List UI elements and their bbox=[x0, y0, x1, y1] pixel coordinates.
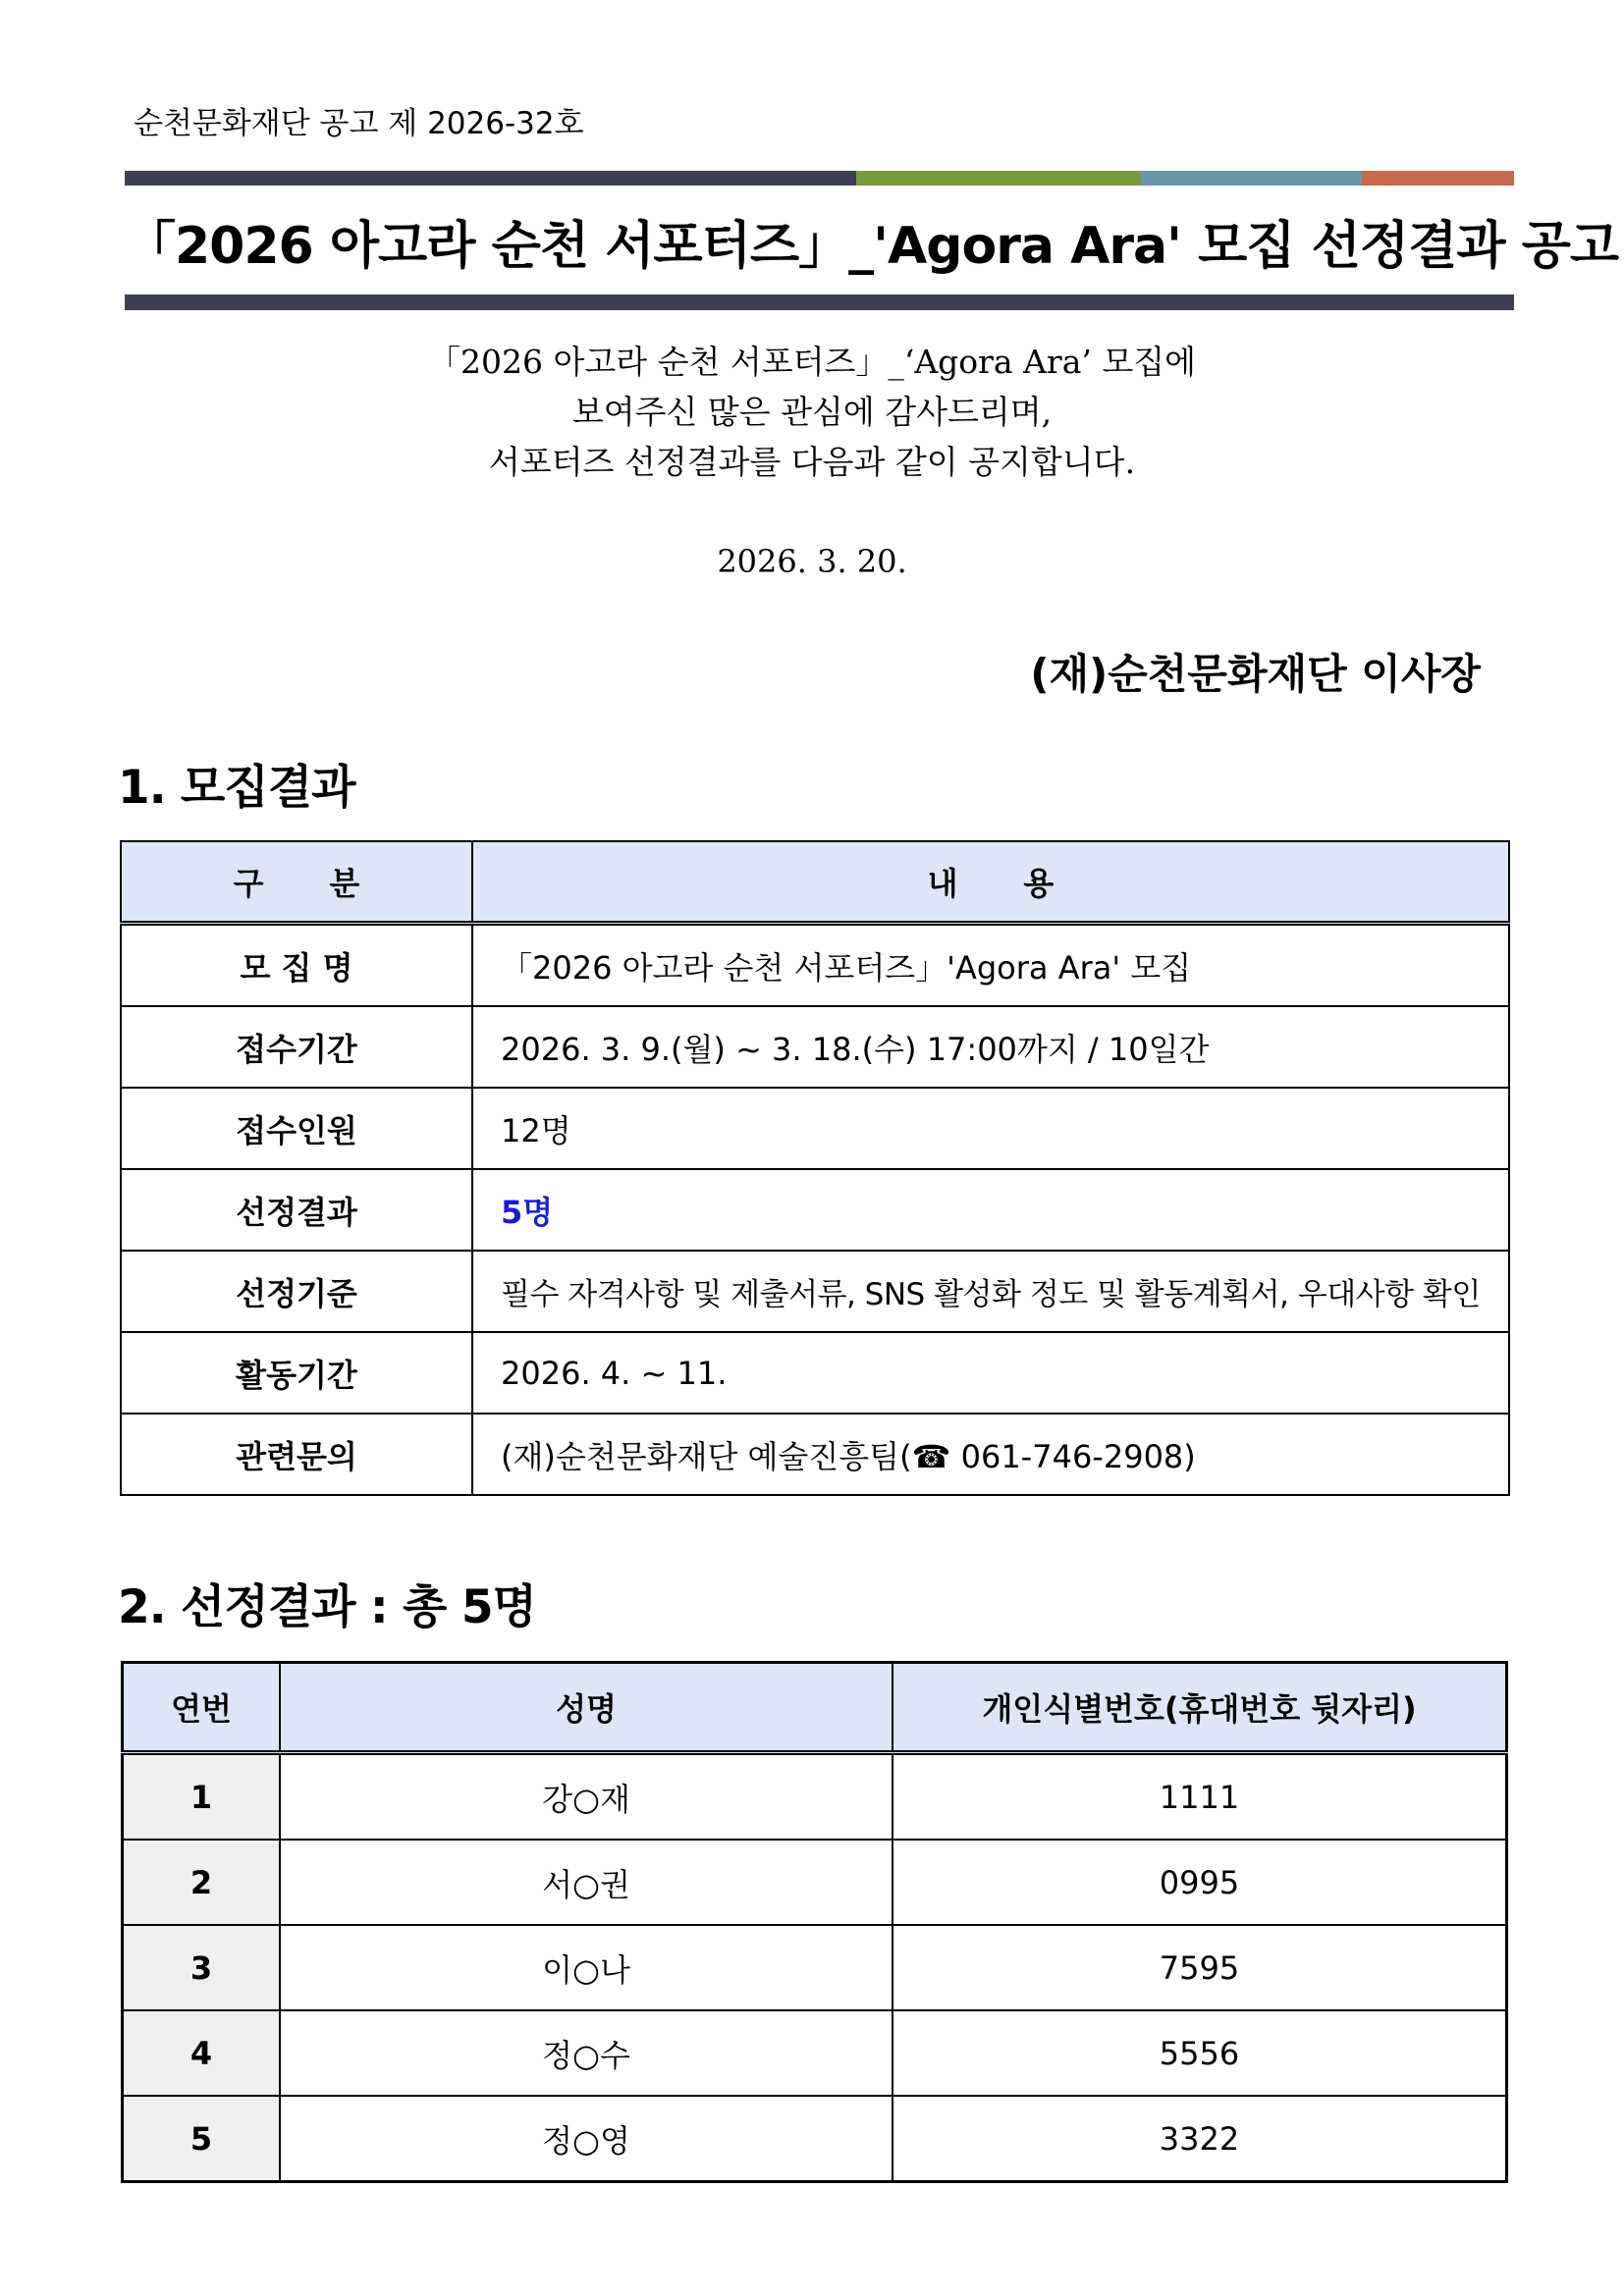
row-id: 5556 bbox=[893, 2010, 1507, 2096]
row-id: 1111 bbox=[893, 1753, 1507, 1841]
accent-segment-dark bbox=[125, 171, 856, 186]
row-value: 2026. 3. 9.(월) ~ 3. 18.(수) 17:00까지 / 10일간 bbox=[472, 1006, 1509, 1088]
row-label: 모 집 명 bbox=[121, 924, 472, 1007]
row-label: 접수기간 bbox=[121, 1006, 472, 1088]
row-value: 「2026 아고라 순천 서포터즈」'Agora Ara' 모집 bbox=[472, 924, 1509, 1007]
section2-heading: 2. 선정결과 : 총 5명 bbox=[118, 1580, 536, 1634]
table-row bbox=[121, 1169, 1509, 1251]
row-value: 12명 bbox=[472, 1088, 1509, 1169]
recruitment-result-table bbox=[120, 840, 1510, 1496]
row-id: 3322 bbox=[893, 2096, 1507, 2182]
row-number: 3 bbox=[123, 1925, 281, 2010]
signer: (재)순천문화재단 이사장 bbox=[1030, 650, 1481, 698]
top-accent-bar bbox=[125, 171, 1514, 186]
row-number: 2 bbox=[123, 1840, 281, 1925]
row-name: 정○수 bbox=[280, 2010, 893, 2096]
intro-line: 서포터즈 선정결과를 다음과 같이 공지합니다. bbox=[488, 443, 1136, 481]
table-row bbox=[123, 1925, 1507, 2010]
table-row bbox=[123, 2010, 1507, 2096]
row-name: 강○재 bbox=[280, 1753, 893, 1841]
column-header-number: 연번 bbox=[123, 1663, 281, 1753]
row-name: 이○나 bbox=[280, 1925, 893, 2010]
row-label: 관련문의 bbox=[121, 1414, 472, 1495]
table-row bbox=[121, 1251, 1509, 1332]
page-title: 「2026 아고라 순천 서포터즈」_'Agora Ara' 모집 선정결과 공고 bbox=[125, 217, 1619, 276]
notice-date: 2026. 3. 20. bbox=[717, 543, 907, 580]
section1-heading: 1. 모집결과 bbox=[118, 761, 355, 815]
row-number: 5 bbox=[123, 2096, 281, 2182]
row-value: 필수 자격사항 및 제출서류, SNS 활성화 정도 및 활동계획서, 우대사항 확인 bbox=[472, 1251, 1509, 1332]
row-label: 활동기간 bbox=[121, 1332, 472, 1414]
intro-line: 보여주신 많은 관심에 감사드리며, bbox=[571, 393, 1053, 431]
column-header-content: 내 용 bbox=[472, 841, 1509, 924]
intro-text bbox=[0, 337, 1624, 487]
row-label: 접수인원 bbox=[121, 1088, 472, 1169]
table-row bbox=[123, 1753, 1507, 1841]
column-header-id: 개인식별번호(휴대번호 뒷자리) bbox=[893, 1663, 1507, 1753]
title-underline-bar bbox=[125, 294, 1514, 310]
table-row bbox=[121, 1332, 1509, 1414]
table-row bbox=[121, 1414, 1509, 1495]
accent-segment-orange bbox=[1362, 171, 1514, 186]
row-id: 0995 bbox=[893, 1840, 1507, 1925]
column-header-name: 성명 bbox=[280, 1663, 893, 1753]
table-row bbox=[123, 2096, 1507, 2182]
row-label: 선정기준 bbox=[121, 1251, 472, 1332]
accent-segment-blue bbox=[1141, 171, 1362, 186]
accent-segment-green bbox=[856, 171, 1141, 186]
row-value: (재)순천문화재단 예술진흥팀(☎ 061-746-2908) bbox=[472, 1414, 1509, 1495]
row-value-selected-count: 5명 bbox=[472, 1169, 1509, 1251]
column-header-category: 구 분 bbox=[121, 841, 472, 924]
table-row bbox=[121, 1006, 1509, 1088]
row-id: 7595 bbox=[893, 1925, 1507, 2010]
row-number: 1 bbox=[123, 1753, 281, 1841]
row-value: 2026. 4. ~ 11. bbox=[472, 1332, 1509, 1414]
row-number: 4 bbox=[123, 2010, 281, 2096]
row-name: 정○영 bbox=[280, 2096, 893, 2182]
row-name: 서○권 bbox=[280, 1840, 893, 1925]
table-row bbox=[123, 1840, 1507, 1925]
row-label: 선정결과 bbox=[121, 1169, 472, 1251]
intro-line: 「2026 아고라 순천 서포터즈」_‘Agora Ara’ 모집에 bbox=[427, 343, 1196, 381]
table-row bbox=[121, 1088, 1509, 1169]
table-header-row bbox=[121, 841, 1509, 924]
table-row bbox=[121, 924, 1509, 1007]
notice-number: 순천문화재단 공고 제 2026-32호 bbox=[134, 106, 584, 141]
selected-members-table bbox=[121, 1661, 1508, 2183]
table-header-row bbox=[123, 1663, 1507, 1753]
